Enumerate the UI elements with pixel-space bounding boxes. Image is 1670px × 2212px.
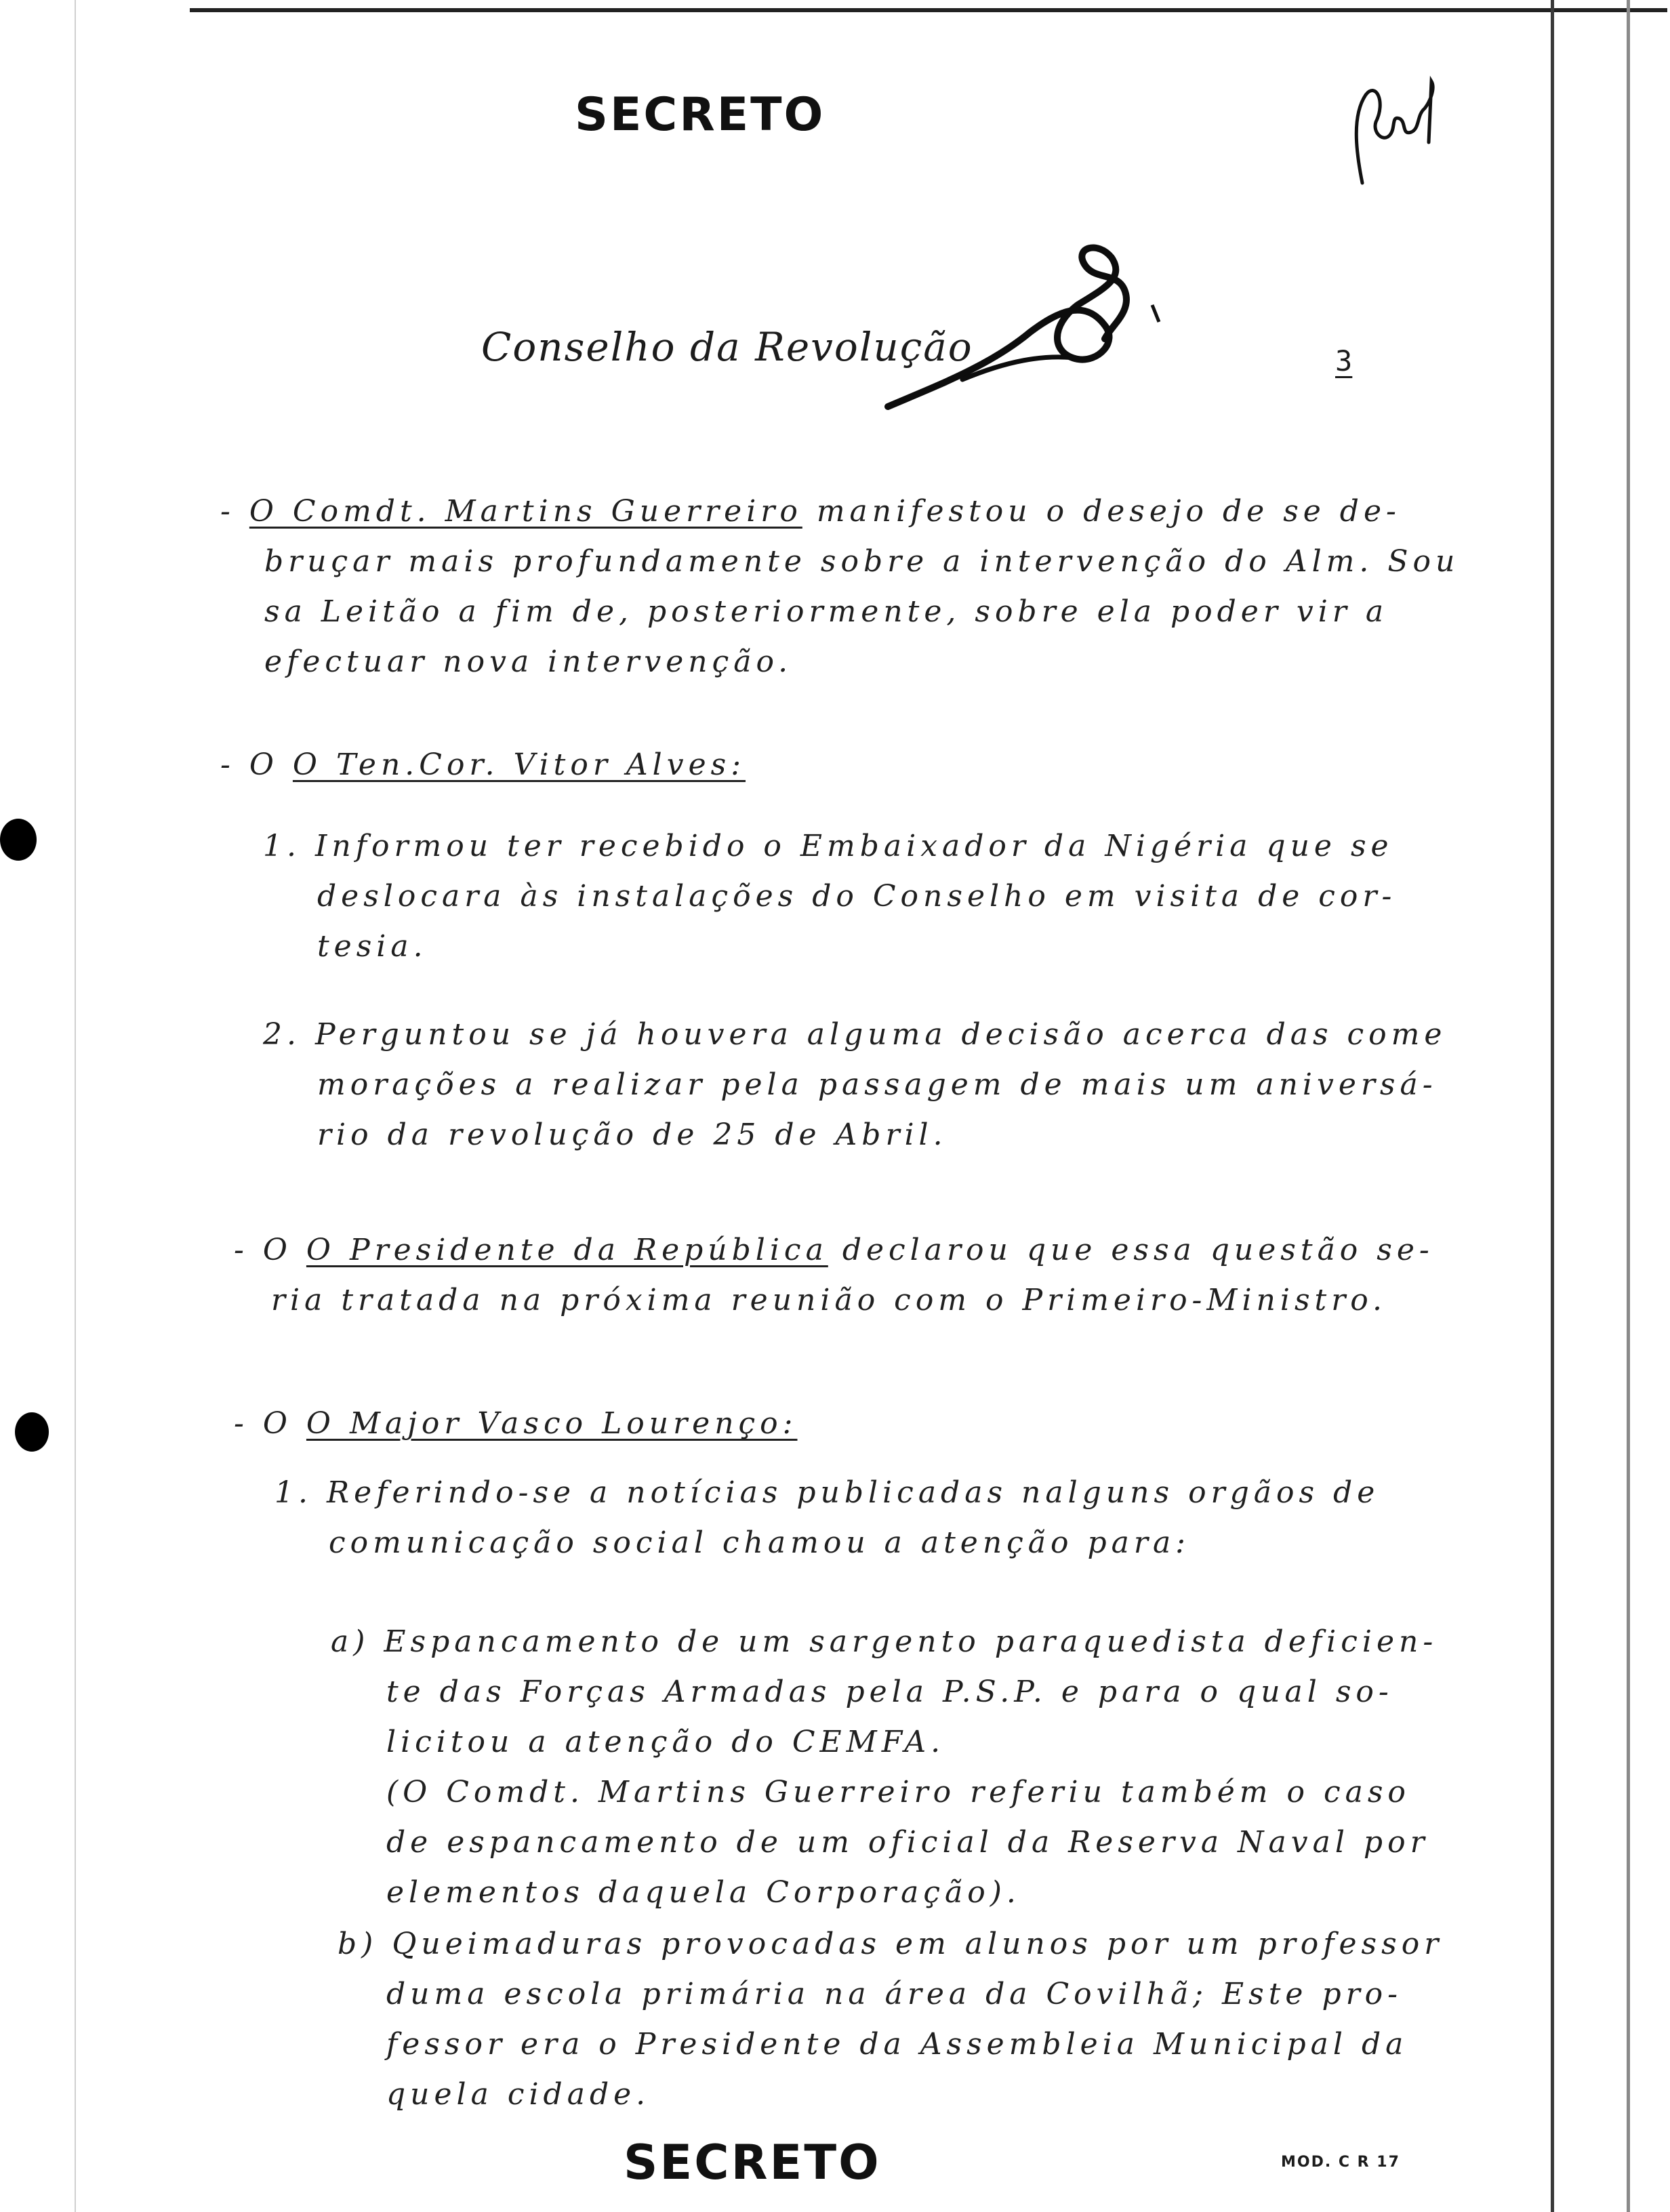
- right-edge-line: [1551, 0, 1554, 2212]
- speaker-name: O Ten.Cor. Vitor Alves:: [292, 747, 746, 782]
- classification-stamp-bottom: SECRETO: [624, 2135, 881, 2190]
- letterhead: Conselho da Revolução: [481, 324, 973, 370]
- entry-presidente: - O O Presidente da República declarou que essa questão se- ria tratada na próxima reunião com o Primeiro-Ministro.: [234, 1233, 1434, 1317]
- item-number: 1.: [274, 1475, 312, 1510]
- item-number: 2.: [263, 1017, 301, 1052]
- speaker-name: O Presidente da República: [306, 1233, 828, 1267]
- page-number: 3: [1335, 344, 1353, 377]
- punch-hole-bottom: [15, 1412, 49, 1452]
- entry-dash: - O: [234, 1233, 306, 1267]
- entry-dash: - O: [234, 1406, 306, 1441]
- punch-hole-top: [0, 819, 37, 861]
- top-edge-line: [190, 8, 1667, 12]
- left-fold-line: [75, 0, 76, 2212]
- speaker-name: O Comdt. Martins Guerreiro: [249, 494, 802, 529]
- form-code: MOD. C R 17: [1281, 2154, 1400, 2171]
- item-1-news: 1. Referindo-se a notícias publicadas nalguns orgãos de comunicação social chamou a atenção para:: [274, 1475, 1380, 1560]
- entry-dash: -: [220, 494, 249, 529]
- classification-stamp-top: SECRETO: [575, 88, 826, 142]
- subitem-b-burns: b) Queimaduras provocadas em alunos por um professor duma escola primária na área da Covilhã; Este pro- fessor era o Presidente da Assembleia Municipal da quela cidade.: [338, 1927, 1444, 2112]
- entry-vasco-lourenco: [234, 1399, 798, 1449]
- right-edge-shadow: [1627, 0, 1630, 2212]
- speaker-name: O Major Vasco Lourenço:: [306, 1406, 798, 1441]
- subitem-label: a): [331, 1624, 370, 1659]
- subitem-label: b): [338, 1927, 378, 1961]
- item-number: 1.: [263, 829, 301, 863]
- item-2-commemorations: 2. Perguntou se já houvera alguma decisão acerca das come morações a realizar pela passagem de mais um aniversá- rio da revolução de 25 de Abril.: [263, 1017, 1447, 1152]
- letterhead-signature: [881, 224, 1193, 423]
- entry-martins-guerreiro: - O Comdt. Martins Guerreiro manifestou o desejo de se de- bruçar mais profundamente sobre a intervenção do Alm. Sou sa Leitão a fim de, posteriormente, sobre ela poder vir a efectuar nova intervenção.: [220, 494, 1460, 679]
- subitem-a-beating: a) Espancamento de um sargento paraquedista deficien- te das Forças Armadas pela P.S.P. e para o qual so- licitou a atenção do CEMFA. (O Comdt. Martins Guerreiro referiu também o caso de espancamento de um oficial da Reserva Naval por elementos daquela Corporação).: [331, 1624, 1438, 1910]
- initials-signature: [1349, 68, 1450, 199]
- item-1-embassador: 1. Informou ter recebido o Embaixador da Nigéria que se deslocara às instalações do Conselho em visita de cor- tesia.: [263, 829, 1397, 964]
- entry-vitor-alves: [220, 740, 746, 790]
- entry-dash: - O: [220, 747, 293, 782]
